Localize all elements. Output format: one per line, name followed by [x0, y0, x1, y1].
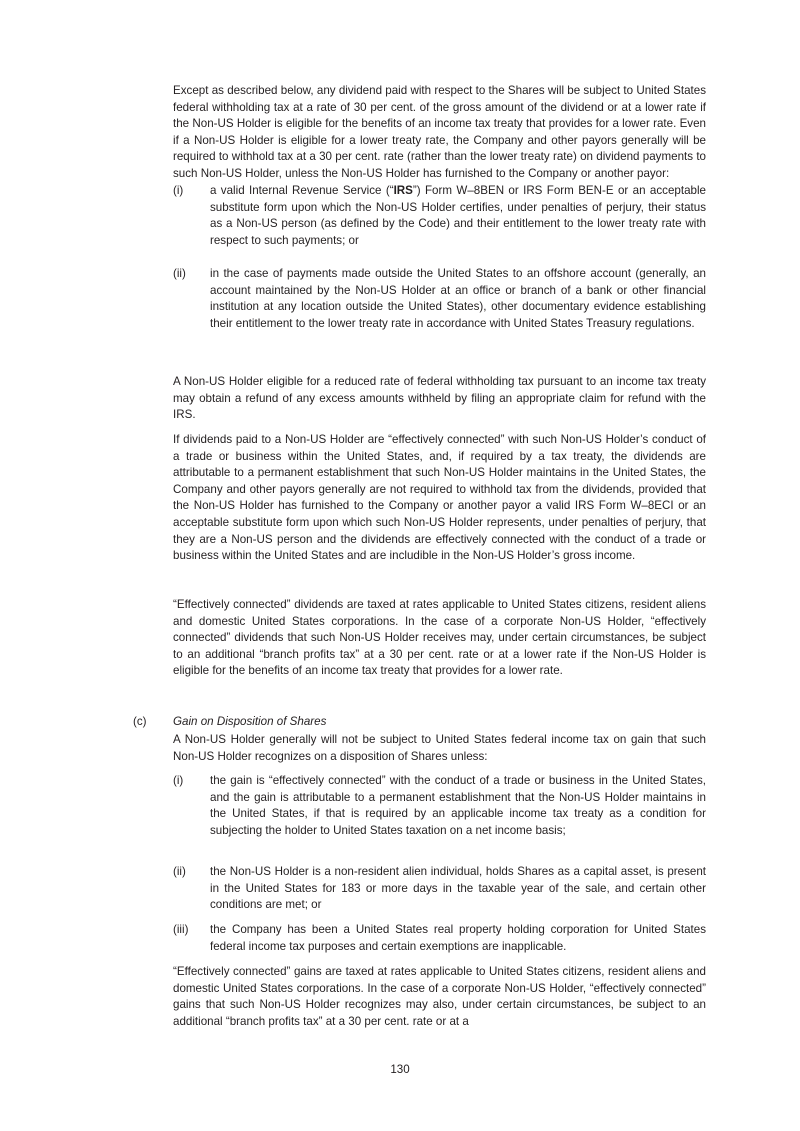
section-heading: Gain on Disposition of Shares — [173, 715, 327, 728]
list-item-text: in the case of payments made outside the United States to an offshore account (generally, an account maintained by the Non-US Holder at an office or branch of a bank or other financial institution at any location outside the United States), other documentary evidence establishing their entitlement to the lower treaty rate in accordance with United States Treasury regulations. — [210, 267, 706, 330]
paragraph-ec-gains-taxed: “Effectively connected” gains are taxed at rates applicable to United States citizens, resident aliens and domestic United States corporations. In the case of a corporate Non-US Holder, “effectively connected” gains that such Non-US Holder recognizes may also, under certain circumstances, be subject to an additional “branch profits tax” at a 30 per cent. rate or at a — [173, 965, 706, 1028]
irs-bold-term: IRS — [393, 184, 413, 197]
list-item-dividend-ii — [173, 266, 706, 332]
list-item-number: (ii) — [173, 865, 186, 878]
list-item-number: (iii) — [173, 923, 189, 936]
list-item-dividend-i — [173, 183, 706, 249]
list-item-gain-ii — [173, 864, 706, 914]
paragraph-gain-intro: A Non-US Holder generally will not be subject to United States federal income tax on gain that such Non-US Holder recognizes on a disposition of Shares unless: — [173, 733, 706, 763]
list-item-text: the Company has been a United States real property holding corporation for United States federal income tax purposes and certain exemptions are inapplicable. — [210, 923, 706, 953]
list-item-gain-i — [173, 773, 706, 839]
list-item-text: the gain is “effectively connected” with the conduct of a trade or business in the United States, and the gain is attributable to a permanent establishment that the Non-US Holder maintains in the United States, if that is required by an applicable income tax treaty as a condition for subjecting the holder to United States taxation on a net income basis; — [210, 774, 706, 837]
list-item-gain-iii — [173, 922, 706, 955]
list-item-text: the Non-US Holder is a non-resident alien individual, holds Shares as a capital asset, is present in the United States for 183 or more days in the taxable year of the sale, and certain other conditions are met; or — [210, 865, 706, 912]
list-item-number: (i) — [173, 184, 184, 197]
list-item-text: a valid Internal Revenue Service (“IRS”) Form W–8BEN or IRS Form BEN-E or an acceptable substitute form upon which the Non-US Holder certifies, under penalties of perjury, their status as a Non-US person (as defined by the Code) and their entitlement to the lower treaty rate with respect to such payments; or — [210, 184, 706, 247]
list-item-number: (i) — [173, 774, 184, 787]
paragraph-ec-dividends-taxed: “Effectively connected” dividends are taxed at rates applicable to United States citizens, resident aliens and domestic United States corporations. In the case of a corporate Non-US Holder, “effectively connected” dividends that such Non-US Holder receives may, under certain circumstances, be subject to an additional “branch profits tax” at a 30 per cent. rate or at a lower rate if the Non-US Holder is eligible for the benefits of an income tax treaty that provides for a lower rate. — [173, 598, 706, 678]
paragraph-refund: A Non-US Holder eligible for a reduced rate of federal withholding tax pursuant to an income tax treaty may obtain a refund of any excess amounts withheld by filing an appropriate claim for refund with the IRS. — [173, 375, 706, 422]
paragraph-effectively-connected: If dividends paid to a Non-US Holder are “effectively connected” with such Non-US Holder’s conduct of a trade or business within the United States, and, if required by a tax treaty, the dividends are attributable to a permanent establishment that such Non-US Holder maintains in the United States, the Company and other payors generally are not required to withhold tax from the dividends, provided that the Non-US Holder has furnished to the Company or another payor a valid IRS Form W–8ECI or an acceptable substitute form upon which such Non-US Holder represents, under penalties of perjury, that they are a Non-US person and the dividends are effectively connected with the conduct of a trade or business within the United States and are includible in the Non-US Holder’s gross income. — [173, 433, 706, 563]
paragraph-withholding-intro: Except as described below, any dividend paid with respect to the Shares will be subject to United States federal withholding tax at a rate of 30 per cent. of the gross amount of the dividend or at a lower rate if the Non-US Holder is eligible for the benefits of an income tax treaty that provides for a lower rate. Even if a Non-US Holder is eligible for a lower treaty rate, the Company and other payors generally will be required to withhold tax at a 30 per cent. rate (rather than the lower treaty rate) on dividend payments to such Non-US Holder, unless the Non-US Holder has furnished to the Company or another payor: — [173, 84, 706, 180]
section-number: (c) — [133, 715, 147, 728]
list-item-number: (ii) — [173, 267, 186, 280]
page-number: 130 — [390, 1063, 410, 1076]
